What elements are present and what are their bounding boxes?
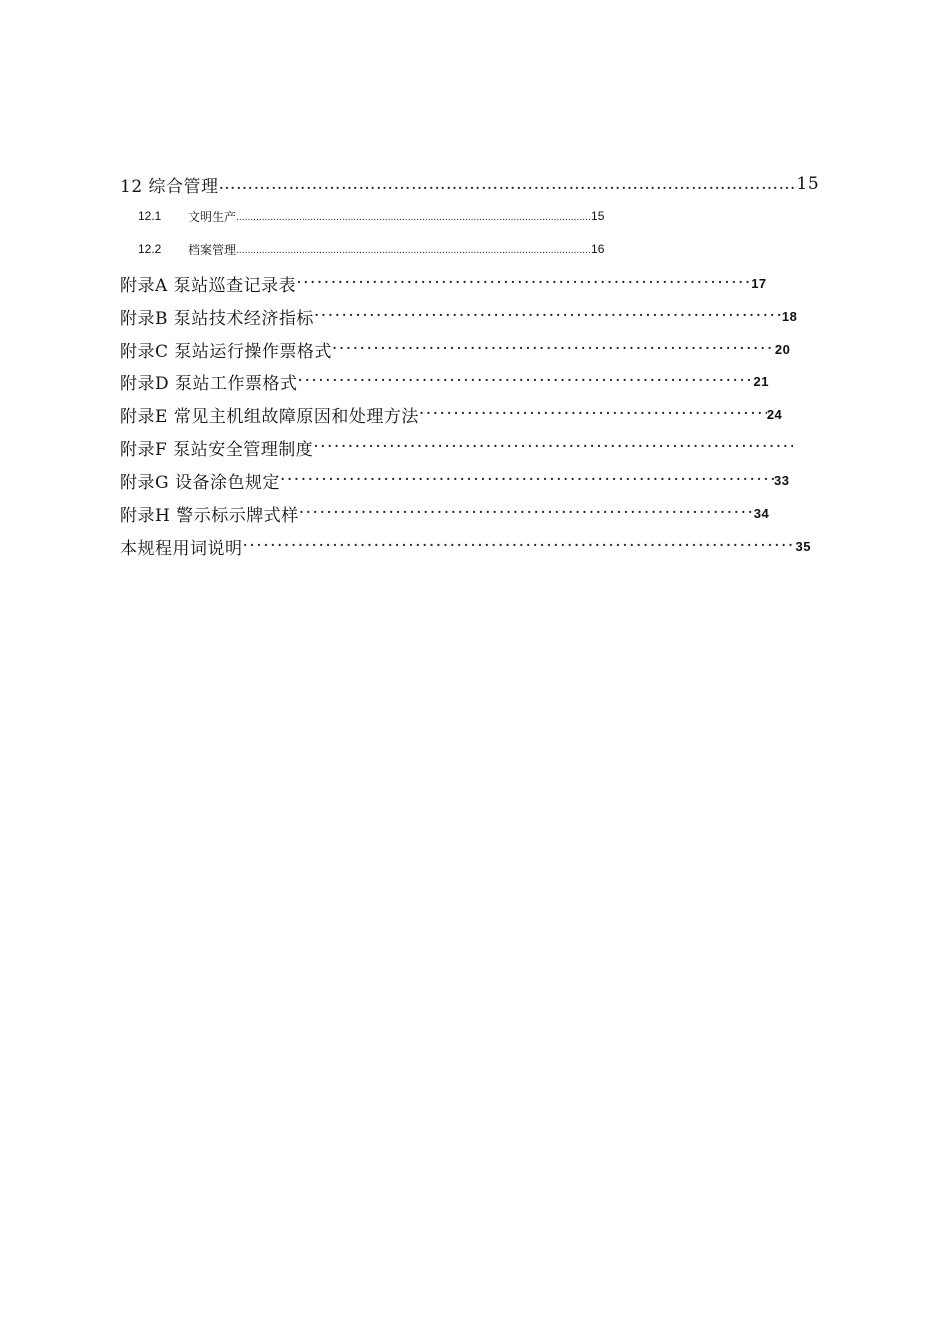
toc-leader [299, 503, 754, 523]
toc-entry-title: 12 综合管理 [120, 176, 219, 197]
toc-entry-appendix-g[interactable] [120, 466, 789, 494]
toc-entry-appendix-e[interactable] [120, 400, 782, 428]
toc-leader [313, 437, 793, 457]
toc-entry-page: 35 [795, 538, 811, 554]
toc-entry-appendix-f[interactable] [120, 433, 793, 461]
toc-entry-appendix-d[interactable] [120, 367, 769, 395]
toc-leader [314, 306, 782, 326]
toc-entry-title: 附录A 泵站巡查记录表 [120, 275, 297, 296]
toc-entry-title: 附录F 泵站安全管理制度 [120, 439, 314, 460]
toc-entry-page: 33 [773, 472, 790, 488]
toc-entry-appendix-b[interactable] [120, 302, 797, 330]
toc-entry-page: 18 [781, 308, 798, 324]
toc-entry-title: 附录C 泵站运行操作票格式 [120, 341, 332, 362]
toc-entry-title: 附录G 设备涂色规定 [120, 472, 280, 493]
toc-leader [243, 536, 796, 556]
toc-entry-title: 本规程用词说明 [120, 538, 243, 559]
toc-leader [236, 209, 591, 223]
toc-leader [419, 404, 767, 424]
toc-entry-12[interactable] [120, 170, 819, 198]
toc-entry-page: 17 [751, 275, 767, 291]
toc-entry-12-1[interactable] [120, 202, 604, 230]
toc-entry-terminology[interactable] [120, 532, 811, 560]
toc-entry-title: 附录E 常见主机组故障原因和处理方法 [120, 406, 419, 427]
toc-entry-title: 附录B 泵站技术经济指标 [120, 308, 314, 329]
toc-leader [219, 174, 797, 194]
toc-entry-number: 12.2 [138, 242, 162, 256]
toc-leader [332, 339, 775, 359]
toc-entry-appendix-c[interactable] [120, 335, 790, 363]
toc-entry-page: 34 [753, 505, 770, 521]
toc-entry-number: 12.1 [138, 209, 162, 223]
toc-entry-appendix-a[interactable] [120, 269, 767, 297]
toc-entry-page: 21 [753, 373, 770, 389]
toc-entry-page: 20 [774, 341, 791, 357]
toc-leader [236, 242, 591, 256]
toc-entry-title: 附录D 泵站工作票格式 [120, 373, 298, 394]
toc-leader [280, 470, 774, 490]
toc-entry-title: 附录H 警示标示牌式样 [120, 505, 299, 526]
toc-entry-page: 16 [591, 242, 605, 256]
toc-leader [296, 273, 751, 293]
toc-entry-page: 15 [591, 209, 605, 223]
toc-entry-page: 24 [766, 406, 783, 422]
toc-entry-appendix-h[interactable] [120, 499, 769, 527]
toc-entry-page: 15 [796, 174, 820, 194]
toc-leader [298, 371, 754, 391]
toc-entry-12-2[interactable] [120, 235, 604, 263]
toc-entry-title: 档案管理 [188, 242, 237, 257]
toc-entry-title: 文明生产 [188, 209, 237, 224]
